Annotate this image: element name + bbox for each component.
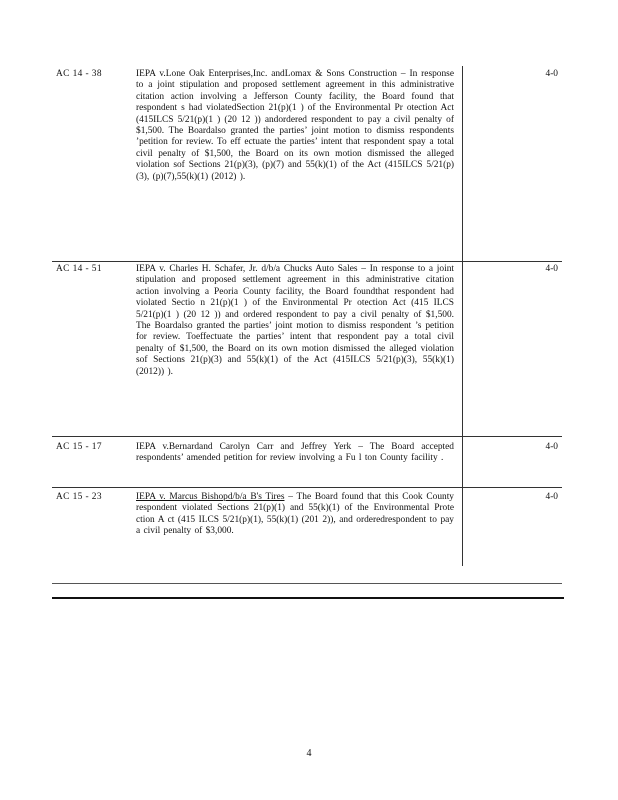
table-row [52,487,562,566]
vote: 4-0 [462,488,562,566]
case-description [136,262,462,436]
case-number: AC 15 - 17 [56,442,102,452]
case-number: AC 15 - 23 [56,492,102,502]
table-row [52,436,562,487]
vote: 4-0 [462,262,562,436]
case-title: IEPA v. Charles H. Schafer, Jr. d/b/a Chucks Auto Sales [136,264,358,274]
page-number: 4 [306,748,312,759]
case-summary: – The Board accepted respondents’ amended petition for review involving a Fu l ton County facility . [136,442,454,464]
footer-rule [52,597,564,599]
opinions-table [52,66,562,566]
case-title: IEPA v.Bernardand Carolyn Carr and Jeffrey Yerk [136,442,352,452]
case-summary: – In response to a joint stipulation and proposed settlement agreement in this administrative citation action involving a Jefferson County facility, the Board found that respondent s had violatedSection 21(p)(1 ) of the Environmental Pr otection Act (415ILCS 5/21(p)(1 ) (20 12 )) andordered respondent to pay a civil penalty of $1,500. The Boardalso granted the parties’ joint motion to dismiss respondents ’petition for review. To eff ectuate the parties’ intent that respondent spay a total civil penalty of $1,500, the Board on its own motion dismissed the alleged violation sof Sections 21(p)(3), (p)(7) and 55(k)(1) of the Act (415ILCS 5/21(p)(3), (p)(7),55(k)(1) (2012) ). [136,69,454,182]
table-bottom-rule [52,583,562,584]
case-description [136,488,462,566]
table-row [52,66,562,261]
case-summary: – The Board found that this Cook County respondent violated Sections 21(p)(1) and 55(k)(1) of the Environmental Prote ction A ct (415 ILCS 5/21(p)(1), 55(k)(1) (201 2)), and orderedrespondent to pay a civil penalty of $3,000. [136,492,454,537]
case-description [136,66,462,261]
case-summary: – In response to a joint stipulation and proposed settlement agreement in this administrative citation action involving a Peoria County facility, the Board foundthat respondent had violated Sectio n 21(p)(1 ) of the Environmental Pr otection Act (415 ILCS 5/21(p)(1 ) (20 12 )) and ordered respondent to pay a civil penalty of $1,500. The Boardalso granted the parties’ joint motion to dismiss respondent ’s petition for review. Toeffectuate the parties’ intent that respondent pay a total civil penalty of $1,500, the Board on its own motion dismissed the alleged violation sof Sections 21(p)(3) and 55(k)(1) of the Act (415ILCS 5/21(p)(3), 55(k)(1) (2012)) ). [136,264,454,377]
case-number: AC 14 - 38 [56,69,102,79]
case-description [136,437,462,487]
table-row [52,261,562,436]
case-title: IEPA v.Lone Oak Enterprises,Inc. andLomax & Sons Construction [136,69,397,79]
vote: 4-0 [462,437,562,487]
vote: 4-0 [462,66,562,261]
case-title: IEPA v. Marcus Bishopd/b/a B's Tires [136,492,285,502]
case-number: AC 14 - 51 [56,264,102,274]
